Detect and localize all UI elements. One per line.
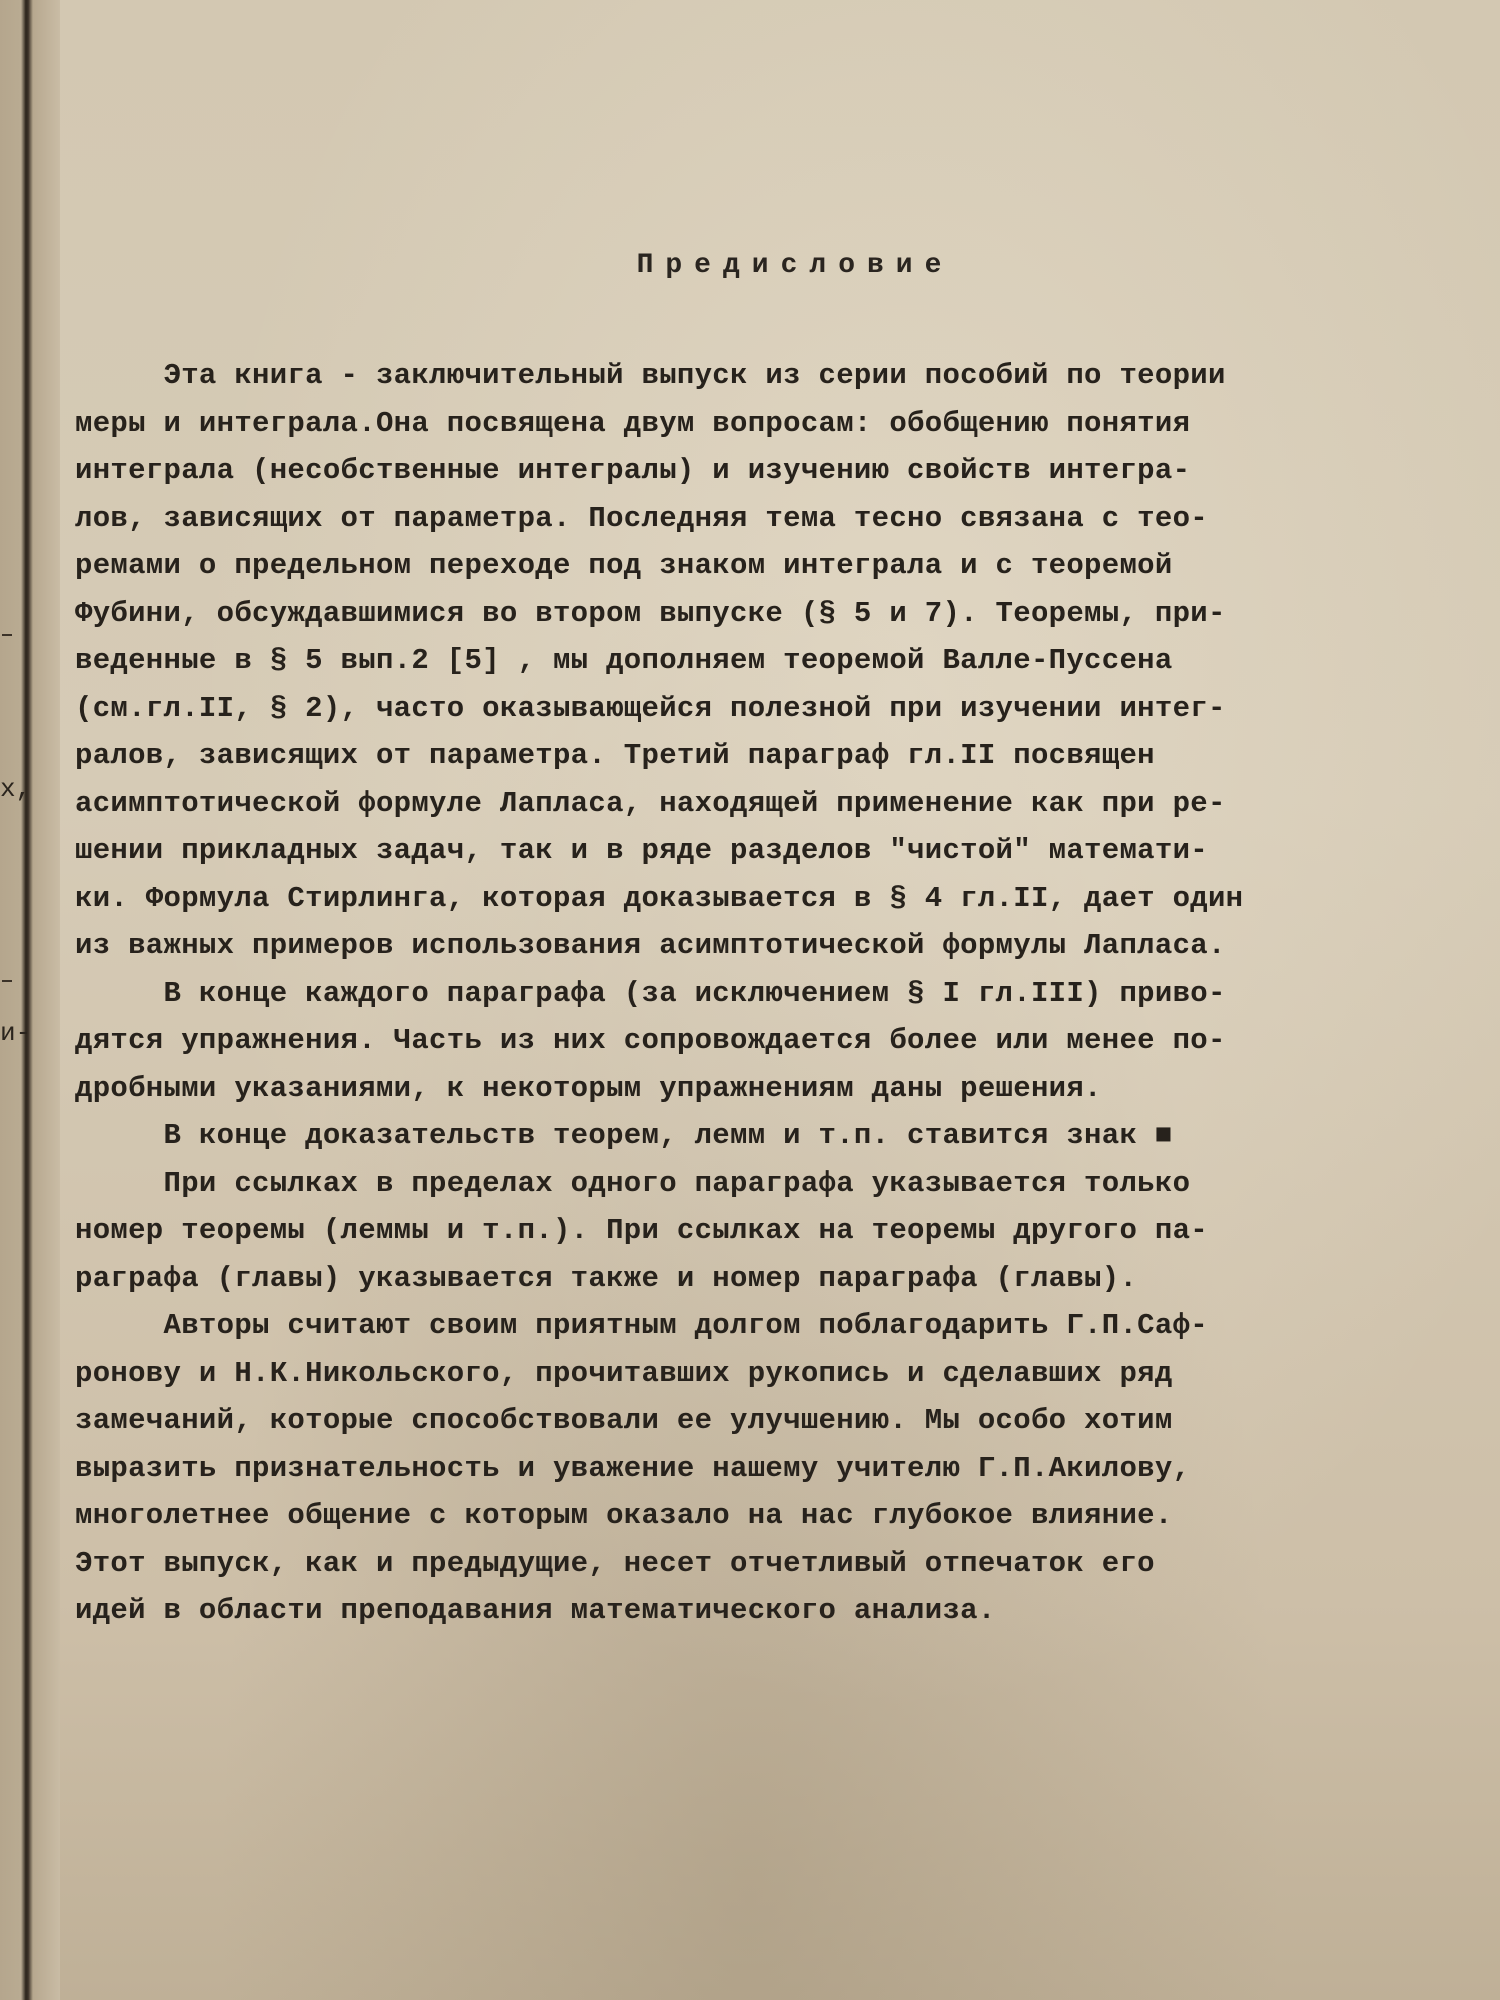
text-line: Этот выпуск, как и предыдущие, несет отчетливый отпечаток его: [75, 1546, 1155, 1580]
text-line: В конце доказательств теорем, лемм и т.п. ставится знак: [75, 1119, 1138, 1152]
text-line: из важных примеров использования асимптотической формулы Лапласа.: [75, 929, 1226, 962]
text-line: веденные в § 5 вып.2 [5] , мы дополняем теоремой Валле-Пуссена: [75, 644, 1173, 677]
text-line: асимптотической формуле Лапласа, находящей применение как при ре-: [75, 786, 1226, 820]
text-line: идей в области преподавания математического анализа.: [75, 1594, 996, 1627]
text-line: шении прикладных задач, так и в ряде разделов "чистой" математи-: [75, 834, 1208, 867]
text-line: (см.гл.II, § 2), часто оказывающейся полезной при изучении интег-: [75, 691, 1226, 725]
margin-tick: [2, 980, 12, 982]
text-line: ралов, зависящих от параметра. Третий параграф гл.II посвящен: [75, 739, 1155, 772]
preface-text: [75, 352, 1360, 1635]
margin-fragment-2: и-: [0, 1018, 32, 1048]
end-of-proof-mark: ■: [1154, 1119, 1173, 1152]
text-line: номер теоремы (леммы и т.п.). При ссылках на теоремы другого па-: [75, 1214, 1208, 1247]
text-line: ремами о предельном переходе под знаком интеграла и с теоремой: [75, 549, 1173, 582]
text-line: меры и интеграла.Она посвящена двум вопросам: обобщению понятия: [75, 406, 1191, 440]
text-line: дробными указаниями, к некоторым упражнениям даны решения.: [75, 1071, 1102, 1105]
page-title: Предисловие: [636, 250, 954, 281]
text-line: Фубини, обсуждавшимися во втором выпуске (§ 5 и 7). Теоремы, при-: [75, 596, 1226, 630]
text-line-with-end-mark: [75, 1112, 1360, 1160]
book-spine-edge: [0, 0, 60, 2000]
text-line: При ссылках в пределах одного параграфа указывается только: [75, 1166, 1191, 1200]
text-line: ки. Формула Стирлинга, которая доказывается в § 4 гл.II, дает один: [75, 881, 1244, 915]
text-line: раграфа (главы) указывается также и номер параграфа (главы).: [75, 1261, 1138, 1295]
text-line: В конце каждого параграфа (за исключением § I гл.III) приво-: [75, 976, 1226, 1010]
text-line: Эта книга - заключительный выпуск из серии пособий по теории: [75, 359, 1226, 392]
text-line: ронову и Н.К.Никольского, прочитавших рукопись и сделавших ряд: [75, 1356, 1173, 1390]
text-line: многолетнее общение с которым оказало на нас глубокое влияние.: [75, 1499, 1173, 1532]
text-line: интеграла (несобственные интегралы) и изучению свойств интегра-: [75, 454, 1191, 487]
text-line: дятся упражнения. Часть из них сопровождается более или менее по-: [75, 1024, 1226, 1057]
text-line: лов, зависящих от параметра. Последняя тема тесно связана с тео-: [75, 501, 1208, 535]
margin-fragment-1: х,: [0, 774, 32, 804]
text-line: выразить признательность и уважение нашему учителю Г.П.Акилову,: [75, 1451, 1191, 1485]
text-line: замечаний, которые способствовали ее улучшению. Мы особо хотим: [75, 1404, 1173, 1437]
margin-tick: [2, 634, 12, 636]
text-line: Авторы считают своим приятным долгом поблагодарить Г.П.Саф-: [75, 1309, 1208, 1342]
